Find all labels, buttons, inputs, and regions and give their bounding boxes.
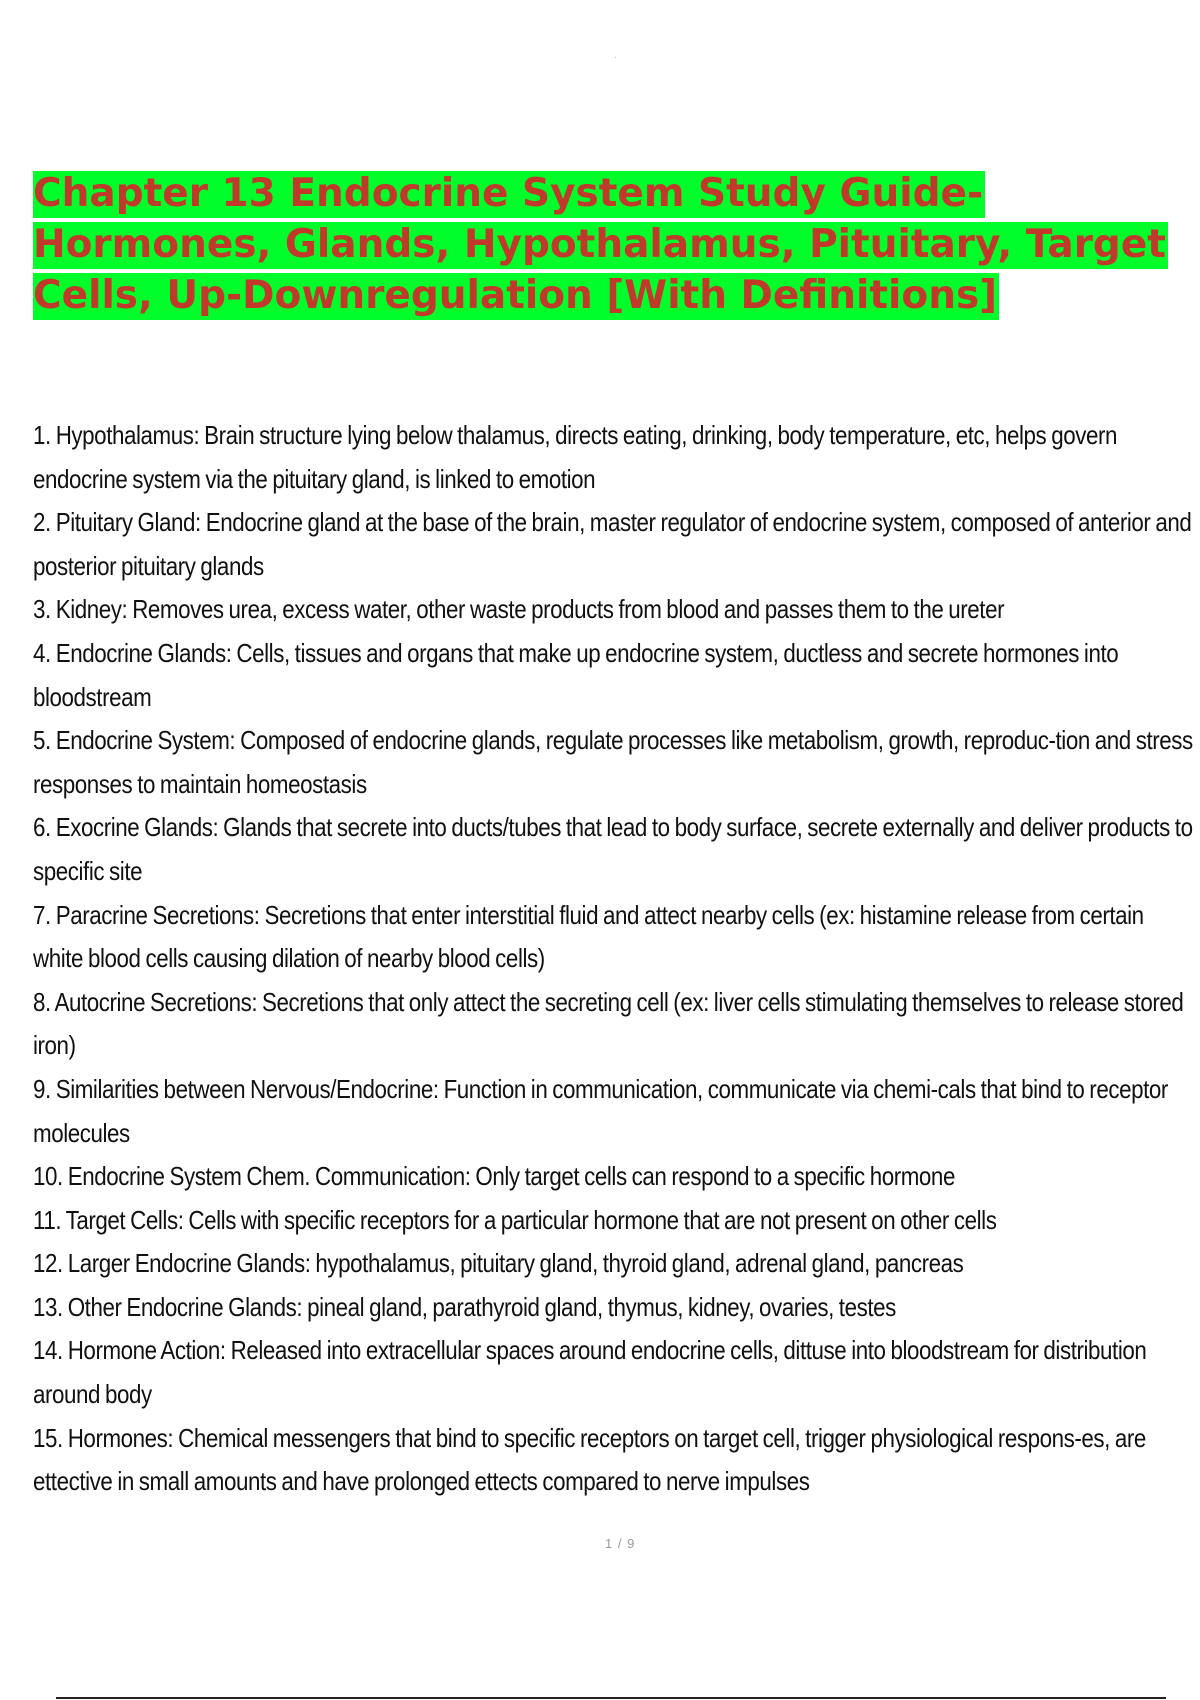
definition-item: 11. Target Cells: Cells with specific receptors for a particular hormone that are not present on other cells [33,1204,997,1235]
bottom-divider [56,1697,1166,1699]
definition-item: 12. Larger Endocrine Glands: hypothalamus, pituitary gland, thyroid gland, adrenal gland, pancreas [33,1248,964,1279]
definition-item: 8. Autocrine Secretions: Secretions that only attect the secreting cell (ex: liver cells stimulating themselves to release stored iron) [33,986,1184,1061]
definition-item: 7. Paracrine Secretions: Secretions that enter interstitial fluid and attect nearby cells (ex: histamine release from certain white blood cells causing dilation of nearby blood cells) [33,899,1144,974]
definition-list [33,414,1193,1504]
definition-item: 4. Endocrine Glands: Cells, tissues and organs that make up endocrine system, ductless and secrete hormones into bloodstream [33,637,1119,712]
definition-item: 14. Hormone Action: Released into extracellular spaces around endocrine cells, dittuse into bloodstream for distribution around body [33,1335,1147,1410]
definition-item: 9. Similarities between Nervous/Endocrine: Function in communication, communicate via chemi-cals that bind to receptor molecules [33,1073,1168,1148]
top-mark: . [614,50,617,61]
definition-item: 5. Endocrine System: Composed of endocrine glands, regulate processes like metabolism, growth, reproduc-tion and stress responses to maintain homeostasis [33,725,1193,799]
definition-item: 2. Pituitary Gland: Endocrine gland at the base of the brain, master regulator of endocrine system, composed of anterior and posterior pituitary glands [33,507,1192,581]
definition-item: 10. Endocrine System Chem. Communication: Only target cells can respond to a specific hormone [33,1161,955,1192]
definition-item: 3. Kidney: Removes urea, excess water, other waste products from blood and passes them to the ureter [33,594,1005,625]
definition-item: 1. Hypothalamus: Brain structure lying below thalamus, directs eating, drinking, body temperature, etc, helps govern endocrine system via the pituitary gland, is linked to emotion [33,420,1118,494]
definition-item: 15. Hormones: Chemical messengers that bind to specific receptors on target cell, trigger physiological respons-es, are ettective in small amounts and have prolonged ettects compared to nerve impulses [33,1422,1146,1497]
page-title [33,168,1173,321]
title-highlight: Chapter 13 Endocrine System Study Guide- Hormones, Glands, Hypothalamus, Pituitary, Target Cells, Up-Downregulation [With Definitions] [33,171,1166,318]
page-number: 1 / 9 [605,1536,636,1551]
definition-item: 13. Other Endocrine Glands: pineal gland, parathyroid gland, thymus, kidney, ovaries, testes [33,1291,896,1322]
definition-item: 6. Exocrine Glands: Glands that secrete into ducts/tubes that lead to body surface, secrete externally and deliver products to specific site [33,812,1193,886]
